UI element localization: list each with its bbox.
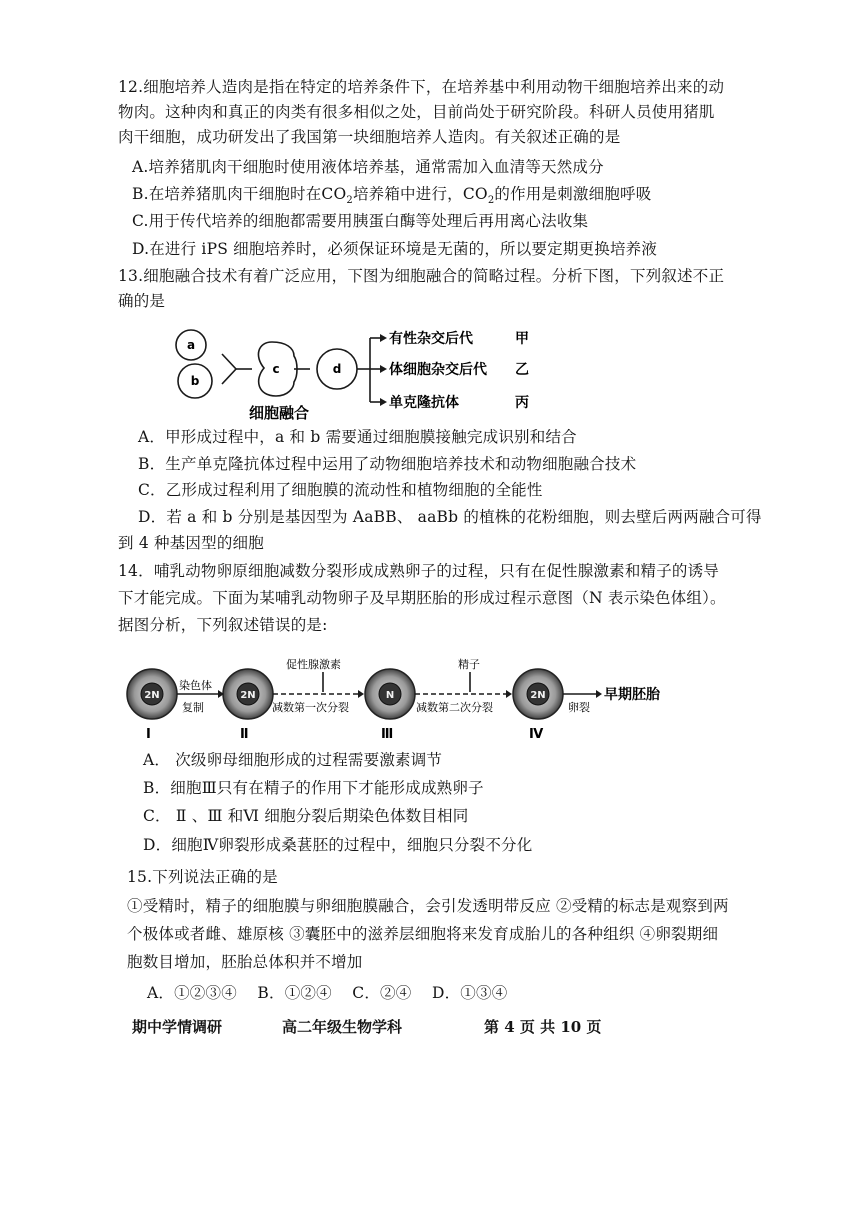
q12-option-d: D.在进行 iPS 细胞培养时，必须保证环境是无菌的，所以要定期更换培养液	[132, 240, 658, 258]
svg-text:Ⅰ: Ⅰ	[146, 727, 151, 742]
label-replication: 复制	[182, 701, 204, 714]
cell-fusion-diagram	[160, 318, 580, 428]
q14-option-a: A． 次级卵母细胞形成的过程需要激素调节	[143, 751, 443, 769]
q13-option-a: A．甲形成过程中，a 和 b 需要通过细胞膜接触完成识别和结合	[138, 428, 577, 446]
footer-exam-name: 期中学情调研	[132, 1018, 223, 1036]
label-chromosome: 染色体	[179, 679, 212, 692]
tag-bing: 丙	[515, 395, 529, 411]
label-hormone: 促性腺激素	[286, 658, 341, 671]
q14-stem-line2: 下才能完成。下面为某哺乳动物卵子及早期胚胎的形成过程示意图（N 表示染色体组）。	[118, 589, 726, 607]
q12-stem-line1: 12.细胞培养人造肉是指在特定的培养条件下，在培养基中利用动物干细胞培养出来的动	[118, 78, 725, 96]
q13-option-b: B．生产单克隆抗体过程中运用了动物细胞培养技术和动物细胞融合技术	[138, 455, 637, 473]
q12-option-a: A.培养猪肌肉干细胞时使用液体培养基，通常需加入血清等天然成分	[132, 158, 604, 176]
q15-choices: A．①②③④ B．①②④ C．②④ D．①③④	[147, 984, 508, 1002]
cell-c-label: c	[272, 362, 280, 376]
q14-option-d: D．细胞Ⅳ卵裂形成桑葚胚的过程中，细胞只分裂不分化	[143, 836, 533, 854]
q14-stem-line3: 据图分析，下列叙述错误的是:	[118, 616, 328, 634]
output-sexual-hybrid: 有性杂交后代	[389, 331, 473, 347]
label-meiosis-2: 减数第二次分裂	[416, 701, 493, 714]
cell-d-label: d	[332, 362, 342, 376]
footer-subject: 高二年级生物学科	[282, 1018, 403, 1036]
oocyte-formation-diagram	[118, 648, 708, 744]
footer-page-number: 第 4 页 共 10 页	[484, 1018, 602, 1036]
q13-stem-line2: 确的是	[118, 292, 166, 310]
q15-statement-line3: 胞数目增加，胚胎总体积并不增加	[127, 953, 363, 971]
label-early-embryo: 早期胚胎	[604, 687, 660, 703]
q13-option-d-line2: 到 4 种基因型的细胞	[118, 534, 264, 552]
q12-stem-line3: 肉干细胞，成功研发出了我国第一块细胞培养人造肉。有关叙述正确的是	[118, 128, 621, 146]
q14-option-c: C． Ⅱ 、Ⅲ 和Ⅵ 细胞分裂后期染色体数目相同	[143, 807, 469, 825]
svg-text:2N: 2N	[144, 690, 160, 701]
q15-stem: 15.下列说法正确的是	[127, 868, 278, 886]
svg-text:2N: 2N	[530, 690, 546, 701]
q15-statement-line1: ①受精时，精子的细胞膜与卵细胞膜融合，会引发透明带反应 ②受精的标志是观察到两	[127, 897, 729, 915]
svg-text:N: N	[385, 690, 395, 701]
output-monoclonal-antibody: 单克隆抗体	[389, 395, 459, 411]
cell-b-label: b	[190, 374, 200, 388]
fusion-label: 细胞融合	[249, 404, 310, 422]
q12-stem-line2: 物肉。这种肉和真正的肉类有很多相似之处，目前尚处于研究阶段。科研人员使用猪肌	[118, 103, 715, 121]
q15-statement-line2: 个极体或者雌、雄原核 ③囊胚中的滋养层细胞将来发育成胎儿的各种组织 ④卵裂期细	[127, 925, 719, 943]
q14-option-b: B．细胞Ⅲ只有在精子的作用下才能形成成熟卵子	[143, 779, 484, 797]
q13-option-d-line1: D．若 a 和 b 分别是基因型为 AaBB、 aaBb 的植株的花粉细胞，则去壁后两两融合可得	[138, 508, 762, 526]
tag-yi: 乙	[515, 362, 529, 378]
q13-stem-line1: 13.细胞融合技术有着广泛应用，下图为细胞融合的简略过程。分析下图，下列叙述不正	[118, 267, 725, 285]
q13-option-c: C．乙形成过程利用了细胞膜的流动性和植物细胞的全能性	[138, 481, 543, 499]
cell-a-label: a	[186, 338, 196, 352]
q14-stem-line1: 14．哺乳动物卵原细胞减数分裂形成成熟卵子的过程，只有在促性腺激素和精子的诱导	[118, 562, 720, 580]
output-somatic-hybrid: 体细胞杂交后代	[389, 362, 487, 378]
label-meiosis-1: 减数第一次分裂	[272, 701, 349, 714]
svg-text:Ⅲ: Ⅲ	[381, 727, 394, 742]
label-sperm: 精子	[458, 658, 480, 671]
svg-text:Ⅳ: Ⅳ	[529, 727, 544, 742]
tag-jia: 甲	[515, 331, 529, 347]
q12-option-c: C.用于传代培养的细胞都需要用胰蛋白酶等处理后再用离心法收集	[132, 212, 589, 230]
q12-option-b: B.在培养猪肌肉干细胞时在$CO_2$培养箱中进行，$CO_2$的作用是刺激细胞呼吸	[132, 185, 652, 206]
svg-text:Ⅱ: Ⅱ	[240, 727, 249, 742]
svg-text:2N: 2N	[240, 690, 256, 701]
label-cleavage: 卵裂	[568, 701, 590, 714]
